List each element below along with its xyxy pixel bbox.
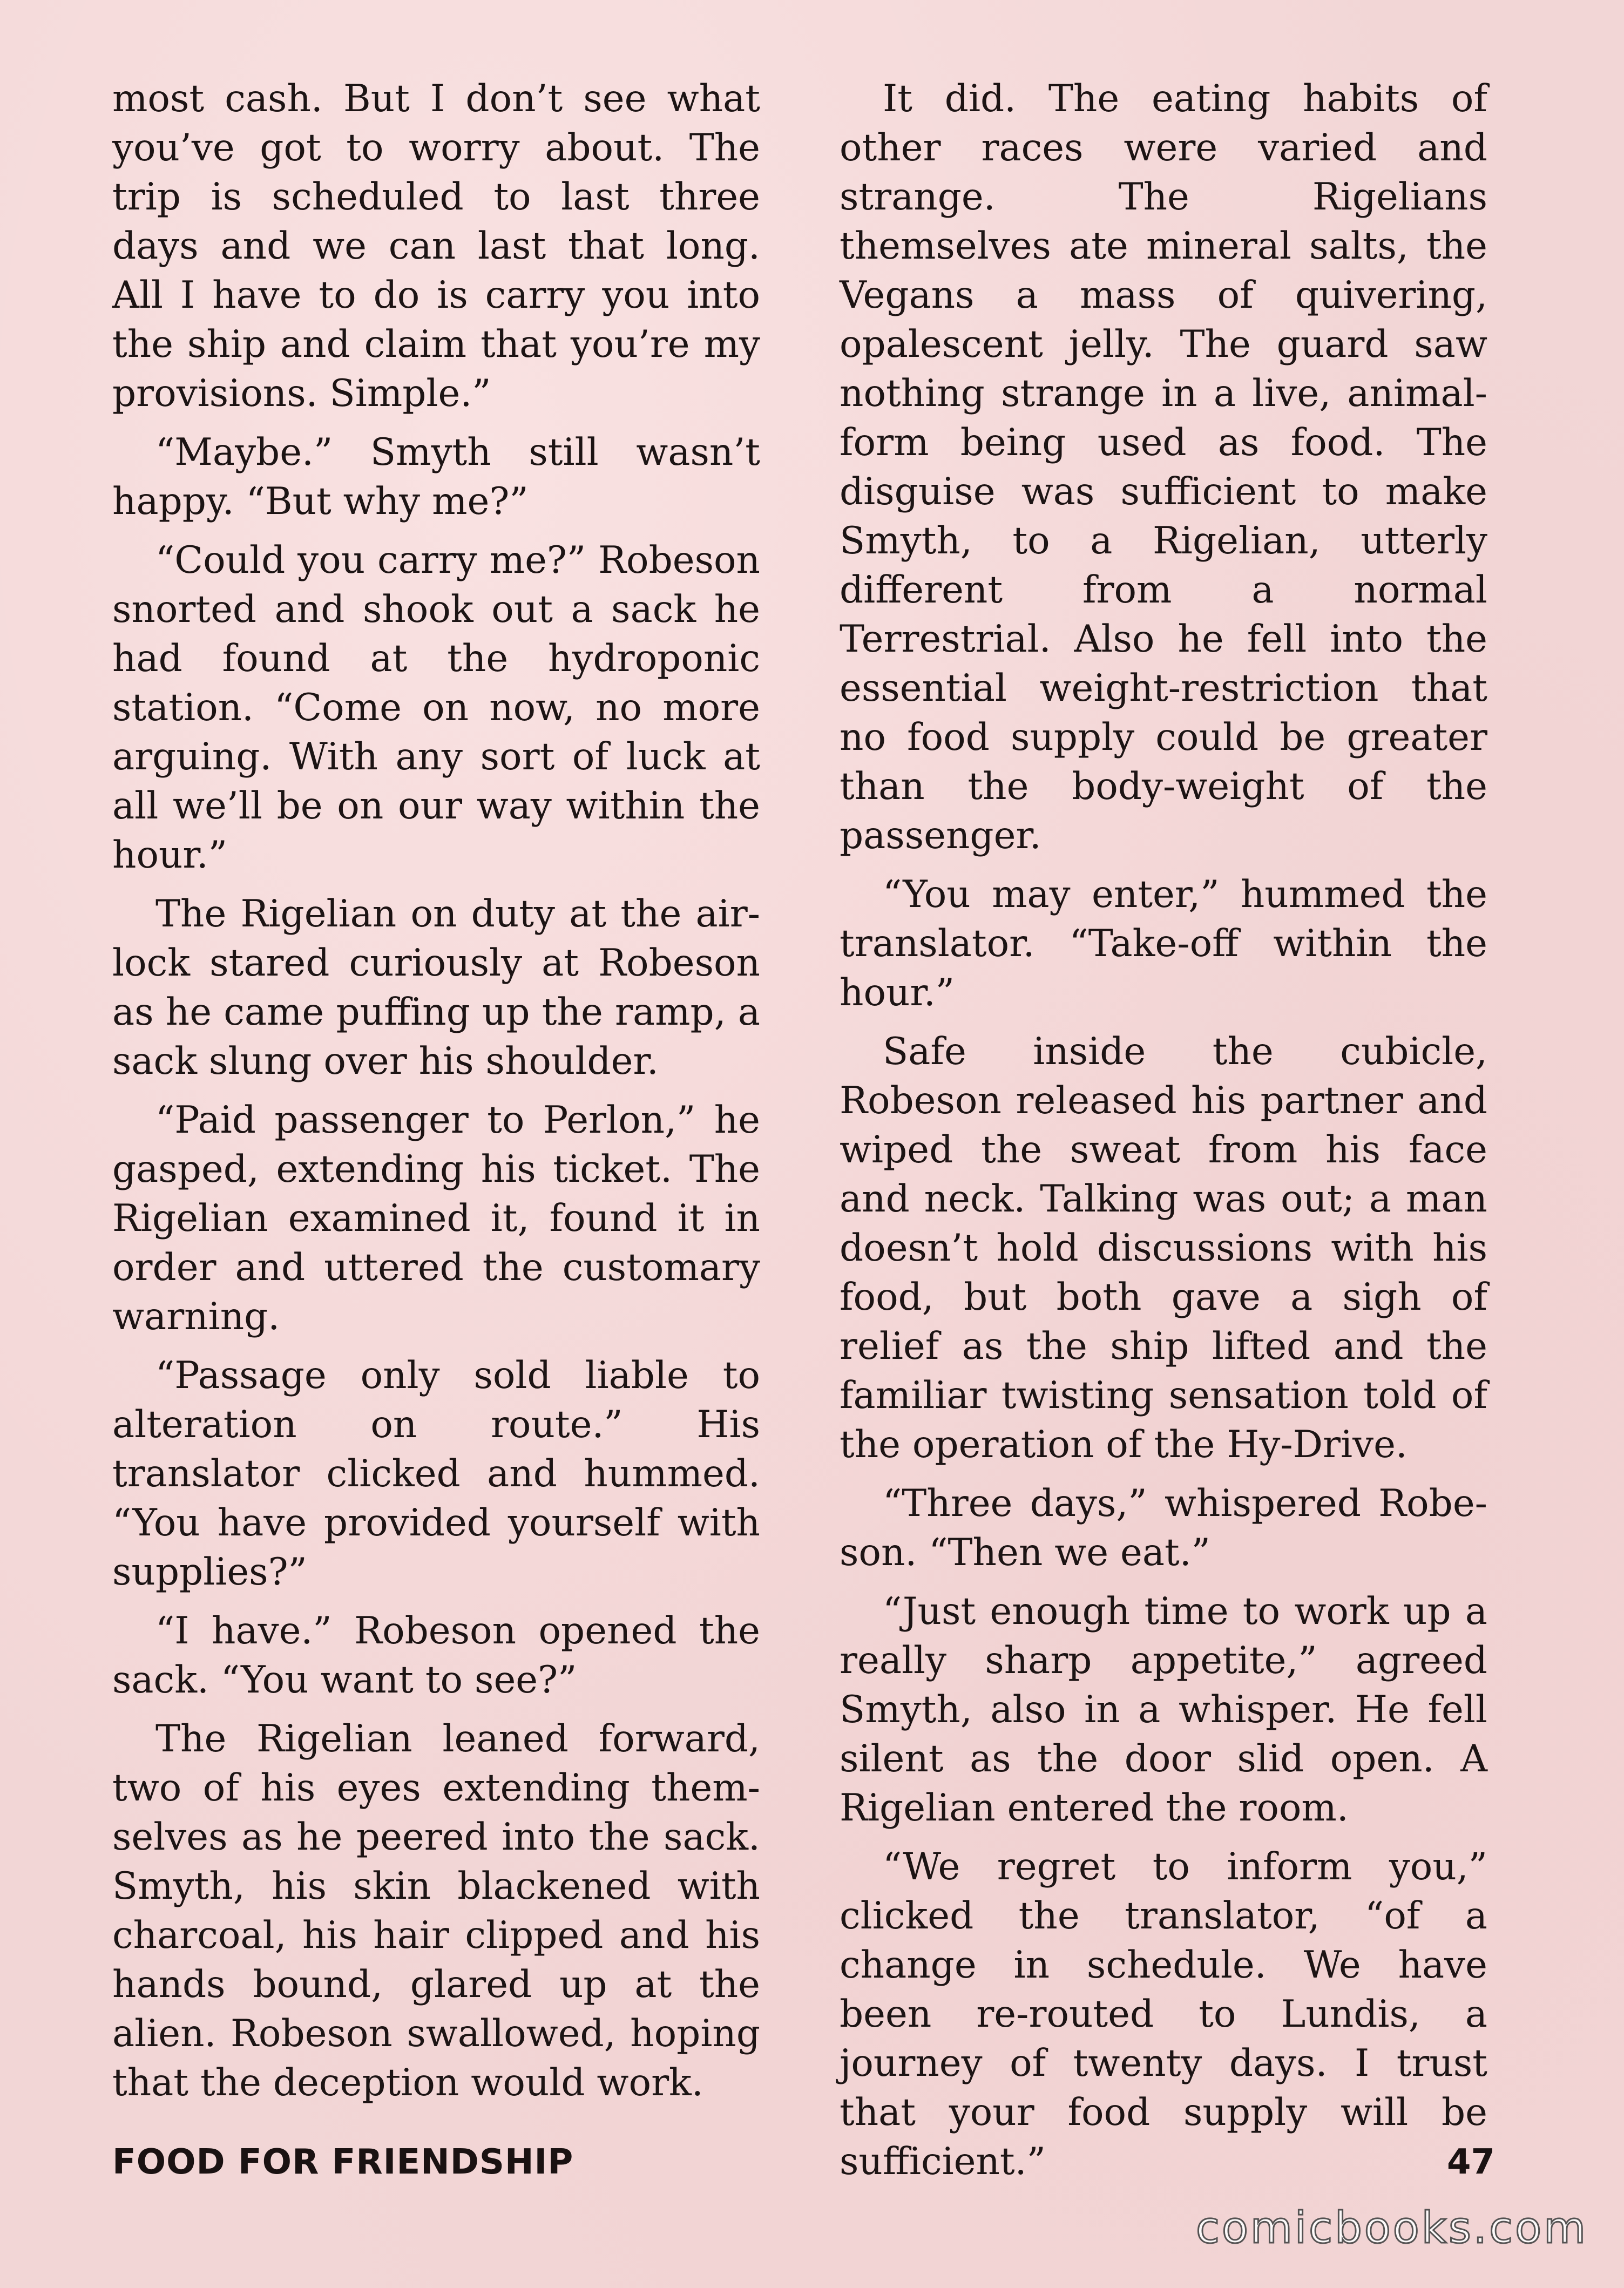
paragraph: “Paid passenger to Perlon,” he gasped, extending his ticket. The Rigelian examined it, found it in order and uttered the customary warning. bbox=[112, 1099, 760, 1338]
page-number: 47 bbox=[1447, 2142, 1496, 2182]
paragraph: “I have.” Robeson opened the sack. “You want to see?” bbox=[112, 1609, 760, 1702]
paragraph: most cash. But I don’t see what you’ve got to worry about. The trip is scheduled to last three days and we can last that long. All I have to do is carry you into the ship and claim that you’re my provisions. Simple.” bbox=[112, 77, 760, 415]
watermark: comicbooks.com bbox=[1196, 2203, 1588, 2253]
running-footer-title: FOOD FOR FRIENDSHIP bbox=[112, 2142, 574, 2182]
paragraph: “You may enter,” hummed the translator. “Take-off within the hour.” bbox=[840, 873, 1487, 1014]
left-text-column bbox=[112, 75, 760, 2117]
paragraph: “Maybe.” Smyth still wasn’t happy. “But why me?” bbox=[112, 431, 760, 523]
paragraph: “Could you carry me?” Robeson snorted and shook out a sack he had found at the hydroponic station. “Come on now, no more arguing. With any sort of luck at all we’ll be on our way within the hour.” bbox=[112, 539, 760, 877]
paragraph: It did. The eating habits of other races were varied and strange. The Rigelians themselves ate mineral salts, the Vegans a mass of quivering, opalescent jelly. The guard saw nothing strange in a live, animal-form being used as food. The disguise was sufficient to make Smyth, to a Rigelian, utterly different from a normal Terrestrial. Also he fell into the essential weight-restriction that no food supply could be greater than the body-weight of the passenger. bbox=[840, 77, 1487, 857]
paragraph: “Just enough time to work up a really sharp appetite,” agreed Smyth, also in a whisper. He fell silent as the door slid open. A Rigelian entered the room. bbox=[840, 1590, 1487, 1830]
right-text-column bbox=[840, 75, 1487, 2196]
paragraph: The Rigelian leaned forward, two of his eyes extending themselves as he peered into the sack. Smyth, his skin blackened with charcoal, his hair clipped and his hands bound, glared up at the alien. Robeson swallowed, hoping that the deception would work. bbox=[112, 1717, 760, 2104]
paragraph: The Rigelian on duty at the air-lock stared curiously at Robeson as he came puffing up the ramp, a sack slung over his shoulder. bbox=[112, 892, 760, 1083]
paragraph: “Passage only sold liable to alteration on route.” His translator clicked and hummed. “You have provided yourself with supplies?” bbox=[112, 1354, 760, 1594]
paragraph: “We regret to inform you,” clicked the translator, “of a change in schedule. We have been re-routed to Lundis, a journey of twenty days. I trust that your food supply will be sufficient.” bbox=[840, 1845, 1487, 2183]
paragraph: “Three days,” whispered Robeson. “Then we eat.” bbox=[840, 1482, 1487, 1574]
paragraph: Safe inside the cubicle, Robeson released his partner and wiped the sweat from his face and neck. Talking was out; a man doesn’t hold discussions with his food, but both gave a sigh of relief as the ship lifted and the familiar twisting sensation told of the operation of the Hy-Drive. bbox=[840, 1030, 1487, 1466]
